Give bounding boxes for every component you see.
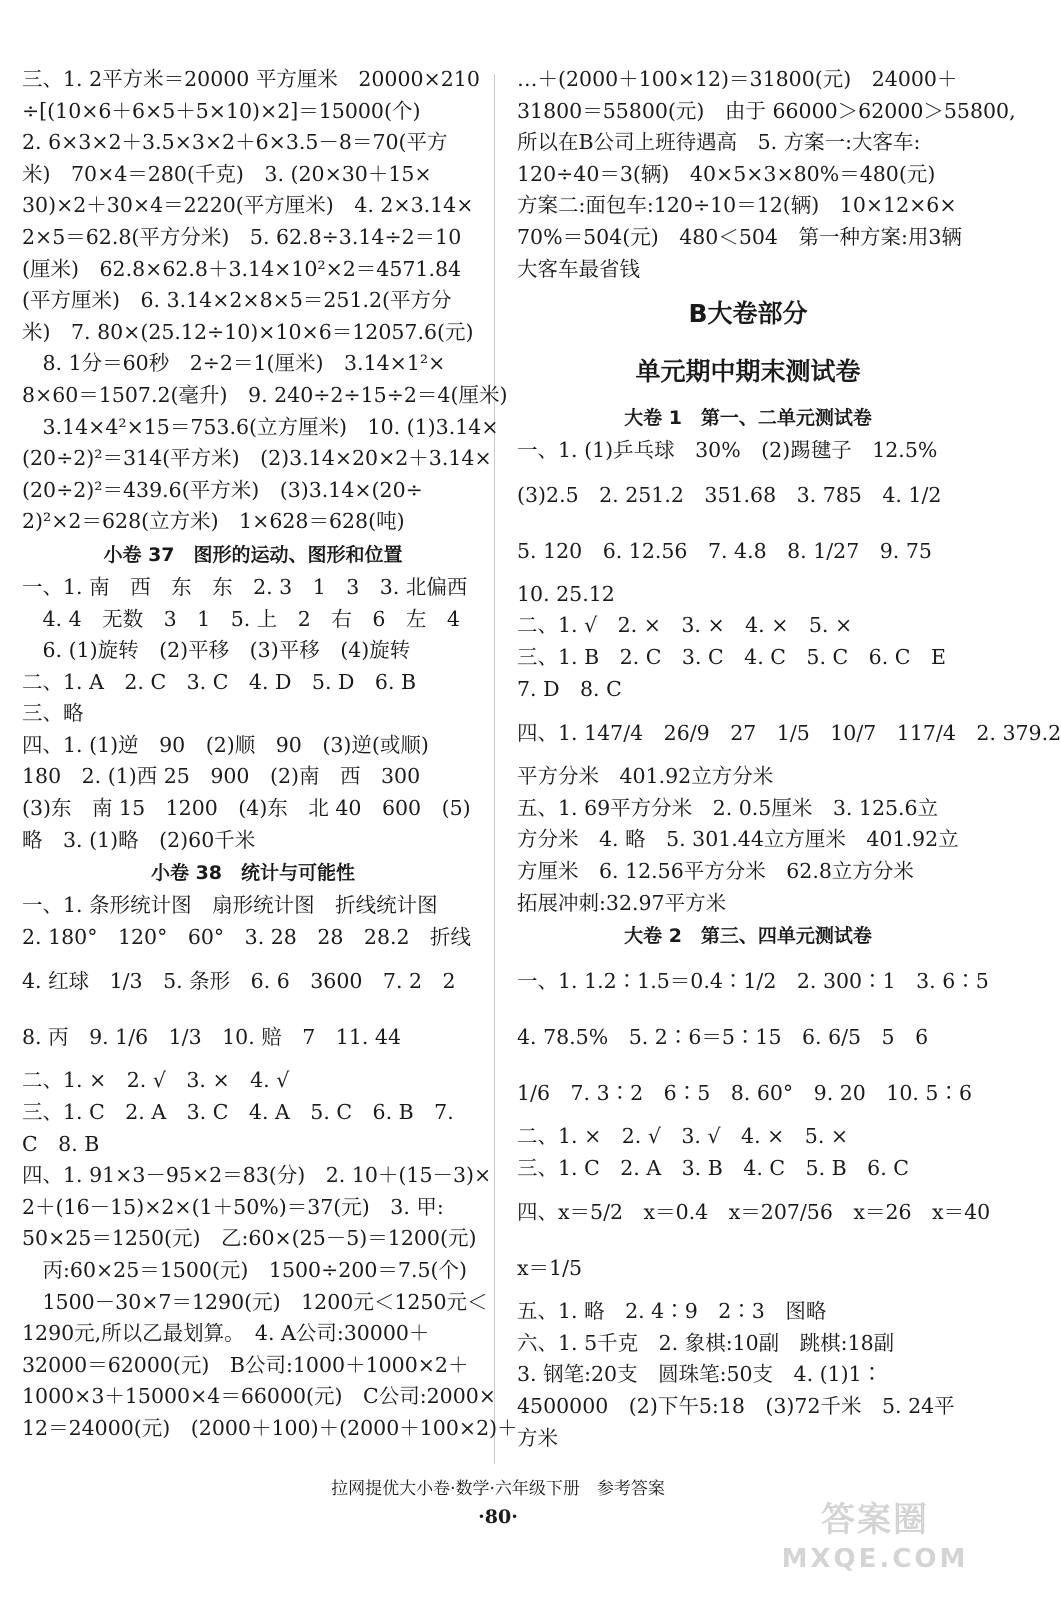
answer-line: 5. 120 6. 12.56 7. 4.8 8. 1/27 9. 75 xyxy=(517,538,932,563)
answer-line: 3. 钢笔:20支 圆珠笔:50支 4. (1)1∶ xyxy=(517,1362,883,1387)
answer-line: 4500000 (2)下午5:18 (3)72千米 5. 24平 xyxy=(517,1394,955,1419)
answer-line: C 8. B xyxy=(22,1131,100,1156)
answer-line: 二、1. × 2. √ 3. × 4. √ xyxy=(22,1068,290,1093)
column-divider xyxy=(494,74,495,1464)
answer-line: 四、1. 91×3－95×2＝83(分) 2. 10＋(15－3)× xyxy=(22,1163,492,1188)
answer-line: 6. (1)旋转 (2)平移 (3)平移 (4)旋转 xyxy=(22,638,411,663)
answer-line: 五、1. 69平方分米 2. 0.5厘米 3. 125.6立 xyxy=(517,795,939,820)
answer-line: 2)²×2＝628(立方米) 1×628＝628(吨) xyxy=(22,509,405,534)
answer-line: 四、x＝5/2 x＝0.4 x＝207/56 x＝26 x＝40 xyxy=(517,1200,991,1225)
answer-line: 一、1. 1.2∶1.5＝0.4∶1/2 2. 300∶1 3. 6∶5 xyxy=(517,969,989,994)
page-footer: 拉网提优大小卷·数学·六年级下册 参考答案 xyxy=(331,1479,665,1499)
answer-line: (3)东 南 15 1200 (4)东 北 40 600 (5) xyxy=(22,796,471,821)
section-heading: 小卷 37 图形的运动、图形和位置 xyxy=(103,543,403,566)
answer-line: 10. 25.12 xyxy=(517,581,615,606)
answer-line: 30)×2＋30×4＝2220(平方厘米) 4. 2×3.14× xyxy=(22,193,474,218)
answer-line: 三、1. B 2. C 3. C 4. C 5. C 6. C E xyxy=(517,644,946,669)
answer-line: 丙:60×25＝1500(元) 1500÷200＝7.5(个) xyxy=(22,1258,467,1282)
answer-line: …＋(2000＋100×12)＝31800(元) 24000＋ xyxy=(517,67,958,91)
answer-line: 2. 6×3×2＋3.5×3×2＋6×3.5－8＝70(平方 xyxy=(22,130,448,155)
answer-line: 4. 4 无数 3 1 5. 上 2 右 6 左 4 xyxy=(22,606,460,631)
answer-line: (20÷2)²＝314(平方米) (2)3.14×20×2＋3.14× xyxy=(22,446,492,471)
answer-line: 方米 xyxy=(517,1425,558,1450)
watermark-text: 答案圈 xyxy=(821,1500,929,1540)
section-heading: 小卷 38 统计与可能性 xyxy=(150,862,356,885)
watermark-url: MXQE.COM xyxy=(781,1544,969,1574)
answer-line: 8. 1分＝60秒 2÷2＝1(厘米) 3.14×1²× xyxy=(22,351,446,376)
answer-line: 一、1. (1)乒乓球 30% (2)踢毽子 12.5% xyxy=(517,438,938,463)
answer-line: 1500－30×7＝1290(元) 1200元＜1250元＜ xyxy=(22,1289,488,1314)
right-column xyxy=(517,64,1061,1454)
answer-line: 四、1. 147/4 26/9 27 1/5 10/7 117/4 2. 379.2 xyxy=(517,721,1061,746)
answer-line: 180 2. (1)西 25 900 (2)南 西 300 xyxy=(22,764,421,789)
answer-line: 1000×3＋15000×4＝66000(元) C公司:2000× xyxy=(22,1384,496,1409)
answer-line: 4. 红球 1/3 5. 条形 6. 6 3600 7. 2 2 xyxy=(22,969,456,994)
answer-line: 二、1. A 2. C 3. C 4. D 5. D 6. B xyxy=(22,669,417,694)
answer-line: 米) 70×4＝280(千克) 3. (20×30＋15× xyxy=(22,161,432,186)
answer-line: 8. 丙 9. 1/6 1/3 10. 赔 7 11. 44 xyxy=(22,1025,401,1050)
answer-line: (20÷2)²＝439.6(平方米) (3)3.14×(20÷ xyxy=(22,477,423,502)
section-heading: 大卷 2 第三、四单元测试卷 xyxy=(624,925,872,948)
answer-line: 1290元,所以乙最划算。 4. A公司:30000＋ xyxy=(22,1321,430,1346)
answer-line: x＝1/5 xyxy=(517,1256,583,1281)
answer-line: 2＋(16－15)×2×(1＋50%)＝37(元) 3. 甲: xyxy=(22,1194,444,1219)
answer-line: 四、1. (1)逆 90 (2)顺 90 (3)逆(或顺) xyxy=(22,732,429,757)
answer-line: 3.14×4²×15＝753.6(立方厘米) 10. (1)3.14× xyxy=(22,414,499,439)
answer-line: 31800＝55800(元) 由于 66000＞62000＞55800, xyxy=(517,98,1016,123)
answer-line: 五、1. 略 2. 4∶9 2∶3 图略 xyxy=(517,1299,827,1324)
answer-line: 120÷40＝3(辆) 40×5×3×80%＝480(元) xyxy=(517,161,936,186)
watermark-logo xyxy=(780,1498,970,1584)
answer-line: 六、1. 5千克 2. 象棋:10副 跳棋:18副 xyxy=(517,1330,895,1355)
answer-line: 32000＝62000(元) B公司:1000＋1000×2＋ xyxy=(22,1352,469,1377)
answer-line: 大客车最省钱 xyxy=(517,256,640,281)
answer-line: ÷[(10×6＋6×5＋5×10)×2]＝15000(个) xyxy=(22,98,421,123)
answer-line: 2. 180° 120° 60° 3. 28 28 28.2 折线 xyxy=(22,924,472,949)
left-column xyxy=(22,64,518,1445)
answer-line: 12＝24000(元) (2000＋100)＋(2000＋100×2)＋ xyxy=(22,1415,518,1440)
answer-line: 二、1. × 2. √ 3. √ 4. × 5. × xyxy=(517,1124,849,1149)
answer-line: (3)2.5 2. 251.2 351.68 3. 785 4. 1/2 xyxy=(517,482,942,507)
answer-line: 方分米 4. 略 5. 301.44立方厘米 401.92立 xyxy=(517,827,959,852)
answer-line: 三、1. C 2. A 3. C 4. A 5. C 6. B 7. xyxy=(22,1100,454,1125)
answer-line: 平方分米 401.92立方分米 xyxy=(517,764,774,789)
answer-line: 三、略 xyxy=(22,701,84,726)
part-title: B大卷部分 xyxy=(688,299,808,329)
answer-line: (厘米) 62.8×62.8＋3.14×10²×2＝4571.84 xyxy=(22,256,462,281)
answer-line: 方厘米 6. 12.56平方分米 62.8立方分米 xyxy=(517,858,914,883)
answer-line: (平方厘米) 6. 3.14×2×8×5＝251.2(平方分 xyxy=(22,288,452,313)
answer-line: 50×25＝1250(元) 乙:60×(25－5)＝1200(元) xyxy=(22,1226,477,1251)
answer-line: 一、1. 条形统计图 扇形统计图 折线统计图 xyxy=(22,893,438,918)
answer-line: 方案二:面包车:120÷10＝12(辆) 10×12×6× xyxy=(517,193,957,218)
answer-line: 二、1. √ 2. × 3. × 4. × 5. × xyxy=(517,613,853,638)
answer-line: 一、1. 南 西 东 东 2. 3 1 3 3. 北偏西 xyxy=(22,574,468,599)
answer-line: 4. 78.5% 5. 2∶6＝5∶15 6. 6/5 5 6 xyxy=(517,1025,929,1050)
answer-line: 三、1. C 2. A 3. B 4. C 5. B 6. C xyxy=(517,1155,909,1180)
answer-line: 所以在B公司上班待遇高 5. 方案一:大客车: xyxy=(517,130,921,155)
answer-line: 8×60＝1507.2(毫升) 9. 240÷2÷15÷2＝4(厘米) xyxy=(22,382,508,407)
answer-line: 米) 7. 80×(25.12÷10)×10×6＝12057.6(元) xyxy=(22,319,474,344)
answer-line: 略 3. (1)略 (2)60千米 xyxy=(22,827,256,852)
answer-line: 三、1. 2平方米＝20000 平方厘米 20000×210 xyxy=(22,67,480,91)
answer-line: 2×5＝62.8(平方分米) 5. 62.8÷3.14÷2＝10 xyxy=(22,224,462,249)
answer-line: 1/6 7. 3∶2 6∶5 8. 60° 9. 20 10. 5∶6 xyxy=(517,1081,973,1106)
page-number: ·80· xyxy=(478,1506,518,1528)
section-heading: 大卷 1 第一、二单元测试卷 xyxy=(624,407,872,430)
answer-line: 拓展冲刺:32.97平方米 xyxy=(517,890,727,915)
answer-line: 70%＝504(元) 480＜504 第一种方案:用3辆 xyxy=(517,224,962,249)
answer-line: 7. D 8. C xyxy=(517,676,622,701)
part-title: 单元期中期末测试卷 xyxy=(635,357,861,387)
